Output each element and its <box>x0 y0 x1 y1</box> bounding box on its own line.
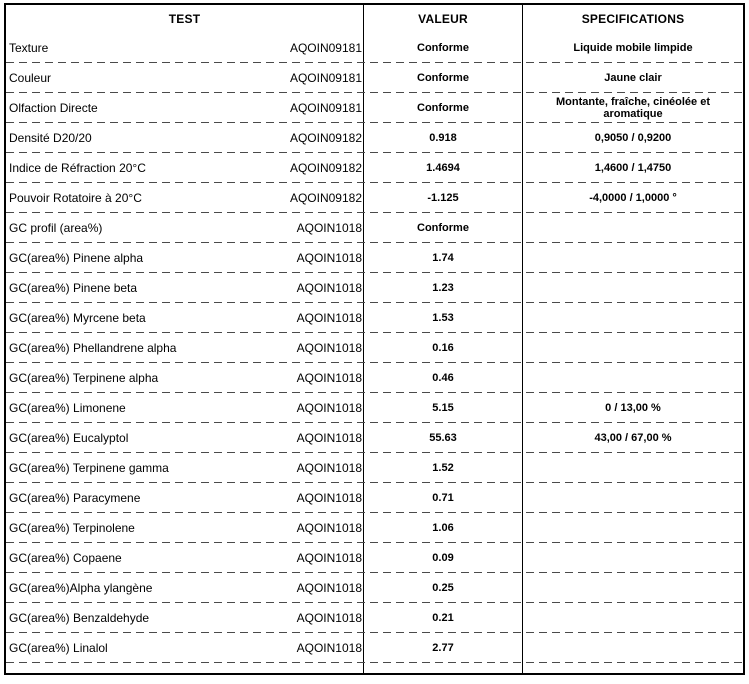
table-row <box>6 483 743 513</box>
test-name: Indice de Réfraction 20°C <box>9 161 146 175</box>
table-row <box>6 93 743 123</box>
analysis-code: AQOIN1018 <box>296 521 362 535</box>
test-name: GC(area%) Terpinene alpha <box>9 371 159 385</box>
spec-cell <box>522 513 743 543</box>
value-cell: Conforme <box>363 33 522 63</box>
spec-cell <box>522 573 743 603</box>
table-row <box>6 423 743 453</box>
spec-cell <box>522 303 743 333</box>
value-cell: 1.53 <box>363 303 522 333</box>
analysis-code: AQOIN1018 <box>296 581 362 595</box>
test-name: GC(area%) Benzaldehyde <box>9 611 150 625</box>
spec-cell: -4,0000 / 1,0000 ° <box>522 183 743 213</box>
analysis-code: AQOIN09181 <box>289 101 362 115</box>
test-name: Pouvoir Rotatoire à 20°C <box>9 191 142 205</box>
analysis-code: AQOIN1018 <box>296 371 362 385</box>
table-row <box>6 333 743 363</box>
spec-cell <box>522 363 743 393</box>
spec-cell: 0 / 13,00 % <box>522 393 743 423</box>
table-row <box>6 63 743 93</box>
spec-cell <box>522 273 743 303</box>
table-row <box>6 33 743 63</box>
analysis-code: AQOIN09181 <box>289 71 362 85</box>
spec-cell <box>522 213 743 243</box>
spec-cell <box>522 453 743 483</box>
table-row <box>6 603 743 633</box>
spec-cell: Jaune clair <box>522 63 743 93</box>
test-name: Olfaction Directe <box>9 101 98 115</box>
analysis-code: AQOIN1018 <box>296 641 362 655</box>
analysis-code: AQOIN1018 <box>296 611 362 625</box>
analysis-code: AQOIN09182 <box>289 131 362 145</box>
analysis-code: AQOIN09182 <box>289 161 362 175</box>
value-cell: 55.63 <box>363 423 522 453</box>
table-row <box>6 183 743 213</box>
value-cell: 0.918 <box>363 123 522 153</box>
analysis-code: AQOIN1018 <box>296 491 362 505</box>
value-cell: 1.74 <box>363 243 522 273</box>
test-name: Texture <box>9 41 49 55</box>
table-row <box>6 633 743 663</box>
spec-cell: 1,4600 / 1,4750 <box>522 153 743 183</box>
test-name: GC(area%) Pinene beta <box>9 281 138 295</box>
value-cell: Conforme <box>363 213 522 243</box>
test-name: Densité D20/20 <box>9 131 92 145</box>
test-name: GC(area%) Terpinolene <box>9 521 135 535</box>
value-cell: 0.16 <box>363 333 522 363</box>
table-row <box>6 543 743 573</box>
value-cell: 0.46 <box>363 363 522 393</box>
spec-cell <box>522 603 743 633</box>
spec-cell <box>522 543 743 573</box>
value-cell: 2.77 <box>363 633 522 663</box>
results-table <box>4 3 745 675</box>
column-header-valeur: VALEUR <box>363 5 522 33</box>
spec-cell <box>522 633 743 663</box>
value-cell: Conforme <box>363 63 522 93</box>
table-row <box>6 453 743 483</box>
spec-cell <box>522 483 743 513</box>
table-row <box>6 393 743 423</box>
analysis-code: AQOIN1018 <box>296 281 362 295</box>
spec-cell <box>522 243 743 273</box>
value-cell: -1.125 <box>363 183 522 213</box>
analysis-code: AQOIN1018 <box>296 311 362 325</box>
table-row <box>6 513 743 543</box>
spec-cell <box>522 333 743 363</box>
analysis-code: AQOIN09181 <box>289 41 362 55</box>
value-cell: 0.09 <box>363 543 522 573</box>
table-header-row <box>6 5 743 33</box>
spec-cell: Liquide mobile limpide <box>522 33 743 63</box>
value-cell: 1.4694 <box>363 153 522 183</box>
value-cell: 5.15 <box>363 393 522 423</box>
test-name: GC(area%) Terpinene gamma <box>9 461 169 475</box>
table-row <box>6 363 743 393</box>
test-name: GC(area%) Eucalyptol <box>9 431 129 445</box>
value-cell: 1.23 <box>363 273 522 303</box>
value-cell: 0.71 <box>363 483 522 513</box>
table-row <box>6 273 743 303</box>
value-cell: Conforme <box>363 93 522 123</box>
footer-cell <box>363 663 522 673</box>
column-header-test: TEST <box>168 12 201 26</box>
column-header-specifications: SPECIFICATIONS <box>522 5 743 33</box>
test-name: GC(area%) Pinene alpha <box>9 251 144 265</box>
analysis-code: AQOIN1018 <box>296 401 362 415</box>
analysis-code: AQOIN1018 <box>296 431 362 445</box>
analysis-code: AQOIN1018 <box>296 461 362 475</box>
analysis-code: AQOIN09182 <box>289 191 362 205</box>
test-name: GC(area%)Alpha ylangène <box>9 581 153 595</box>
table-row <box>6 573 743 603</box>
test-name: Couleur <box>9 71 52 85</box>
test-name: GC(area%) Linalol <box>9 641 108 655</box>
spec-cell: 43,00 / 67,00 % <box>522 423 743 453</box>
value-cell: 1.52 <box>363 453 522 483</box>
table-row <box>6 123 743 153</box>
value-cell: 0.21 <box>363 603 522 633</box>
table-row <box>6 303 743 333</box>
test-name: GC(area%) Myrcene beta <box>9 311 146 325</box>
test-name: GC(area%) Paracymene <box>9 491 141 505</box>
analysis-code: AQOIN1018 <box>296 251 362 265</box>
table-row <box>6 243 743 273</box>
footer-cell <box>6 663 363 673</box>
analysis-code: AQOIN1018 <box>296 551 362 565</box>
table-row <box>6 153 743 183</box>
value-cell: 1.06 <box>363 513 522 543</box>
table-row <box>6 213 743 243</box>
spec-cell: 0,9050 / 0,9200 <box>522 123 743 153</box>
test-name: GC(area%) Phellandrene alpha <box>9 341 177 355</box>
table-footer-strip <box>6 663 743 673</box>
test-name: GC(area%) Copaene <box>9 551 122 565</box>
footer-cell <box>522 663 743 673</box>
test-name: GC profil (area%) <box>9 221 103 235</box>
analysis-code: AQOIN1018 <box>296 341 362 355</box>
value-cell: 0.25 <box>363 573 522 603</box>
analysis-code: AQOIN1018 <box>296 221 362 235</box>
spec-cell: Montante, fraîche, cinéolée et aromatique <box>522 93 743 123</box>
test-name: GC(area%) Limonene <box>9 401 126 415</box>
